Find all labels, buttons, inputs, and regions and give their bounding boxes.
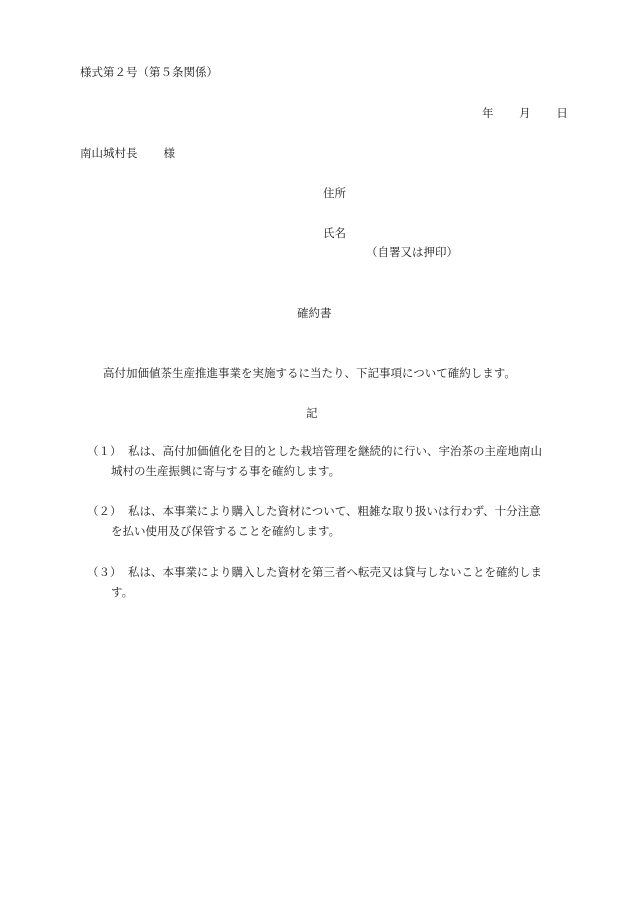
pledge-item-2 bbox=[87, 501, 557, 541]
intro-paragraph: 高付加価値茶生産推進事業を実施するに当たり、下記事項について確約します。 bbox=[103, 366, 516, 380]
date-year-label: 年 bbox=[482, 106, 494, 120]
date-month-label: 月 bbox=[519, 106, 531, 120]
pledge-item-text: 私は、高付加価値化を目的とした栽培管理を継続的に行い、宇治茶の主産地南山 bbox=[128, 444, 542, 458]
pledge-item-1 bbox=[87, 441, 557, 481]
ki-heading: 記 bbox=[306, 406, 318, 420]
form-number: 様式第２号（第５条関係） bbox=[80, 65, 218, 79]
date-line bbox=[482, 108, 568, 120]
pledge-item-3 bbox=[87, 562, 557, 602]
addressee bbox=[80, 148, 175, 160]
pledge-item-number: （２） bbox=[87, 504, 122, 518]
pledge-item-text: 私は、本事業により購入した資材について、粗雑な取り扱いは行わず、十分注意 bbox=[128, 504, 541, 518]
document-title: 確約書 bbox=[297, 306, 332, 320]
pledge-item-text-continued: す。 bbox=[111, 585, 134, 599]
addressee-honorific: 様 bbox=[163, 146, 175, 160]
name-label: 氏名 bbox=[323, 226, 346, 240]
pledge-item-number: （１） bbox=[87, 444, 122, 458]
date-day-label: 日 bbox=[556, 106, 568, 120]
pledge-item-text: 私は、本事業により購入した資材を第三者へ転売又は貸与しないことを確約しま bbox=[128, 565, 542, 579]
seal-note: （自署又は押印） bbox=[366, 245, 458, 259]
pledge-item-text-continued: を払い使用及び保管することを確約します。 bbox=[111, 524, 341, 538]
addressee-name: 南山城村長 bbox=[80, 146, 138, 160]
address-label: 住所 bbox=[323, 186, 346, 200]
pledge-item-text-continued: 城村の生産振興に寄与する事を確約します。 bbox=[111, 464, 341, 478]
pledge-item-number: （３） bbox=[87, 565, 122, 579]
